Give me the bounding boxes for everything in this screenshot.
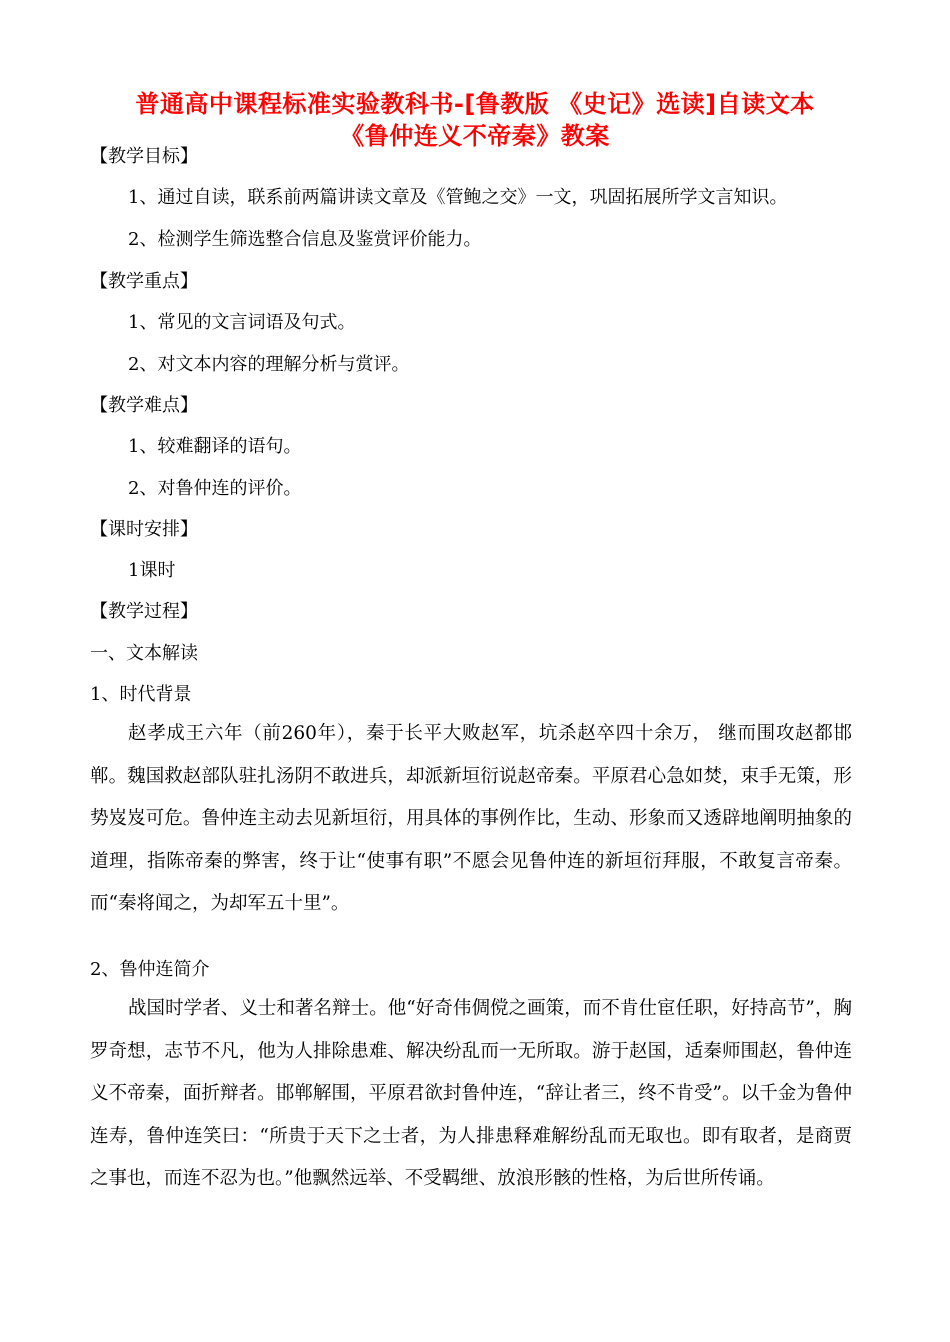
teaching-process-heading: 【教学过程】: [90, 601, 198, 622]
teaching-difficulties-heading: 【教学难点】: [90, 395, 198, 416]
background-paragraph: 赵孝成王六年（前260年），秦于长平大败赵军，坑杀赵卒四十余万， 继而围攻赵都邯郸。魏国救赵部队驻扎汤阴不敢进兵，却派新垣衍说赵帝秦。平原君心急如焚，束手无策，形势岌岌可危。鲁仲连主动去见新垣衍，用具体的事例作比，生动、形象而又透辟地阐明抽象的道理，指陈帝秦的弊害，终于让“使事有职”不愿会见鲁仲连的新垣衍拜服，不敢复言帝秦。而“秦将闻之，为却军五十里”。: [90, 723, 852, 914]
subsection-heading: 1、时代背景: [90, 684, 192, 705]
key-point-item: 2、对文本内容的理解分析与赏评。: [128, 354, 410, 375]
key-point-item: 1、常见的文言词语及句式。: [128, 312, 356, 333]
class-schedule-heading: 【课时安排】: [90, 519, 198, 540]
biography-paragraph: 战国时学者、义士和著名辩士。他“好奇伟倜傥之画策，而不肯仕宦任职，好持高节”，胸罗奇想，志节不凡，他为人排除患难、解决纷乱而一无所取。游于赵国，适秦师围赵，鲁仲连义不帝秦，面折辩者。邯郸解围，平原君欲封鲁仲连，“辞让者三，终不肯受”。以千金为鲁仲连寿，鲁仲连笑曰：“所贵于天下之士者，为人排患释难解纷乱而无取也。即有取者，是商贾之事也，而连不忍为也。”他飘然远举、不受羁绁、放浪形骸的性格，为后世所传诵。: [90, 998, 852, 1189]
class-schedule-value: 1课时: [128, 560, 176, 581]
teaching-key-points-heading: 【教学重点】: [90, 271, 198, 292]
teaching-goal-item: 2、检测学生筛选整合信息及鉴赏评价能力。: [128, 229, 482, 250]
subsection-heading: 2、鲁仲连简介: [90, 959, 210, 980]
document-title-line-1: 普通高中课程标准实验教科书-[鲁教版 《史记》选读]自读文本: [135, 90, 815, 118]
teaching-goals-heading: 【教学目标】: [90, 146, 198, 167]
difficulty-item: 1、较难翻译的语句。: [128, 436, 302, 457]
teaching-goal-item: 1、通过自读，联系前两篇讲读文章及《管鲍之交》一文，巩固拓展所学文言知识。: [128, 187, 788, 208]
document-title-line-2: 《鲁仲连义不帝秦》教案: [340, 122, 610, 150]
section-heading: 一、文本解读: [90, 643, 198, 664]
difficulty-item: 2、对鲁仲连的评价。: [128, 478, 302, 499]
